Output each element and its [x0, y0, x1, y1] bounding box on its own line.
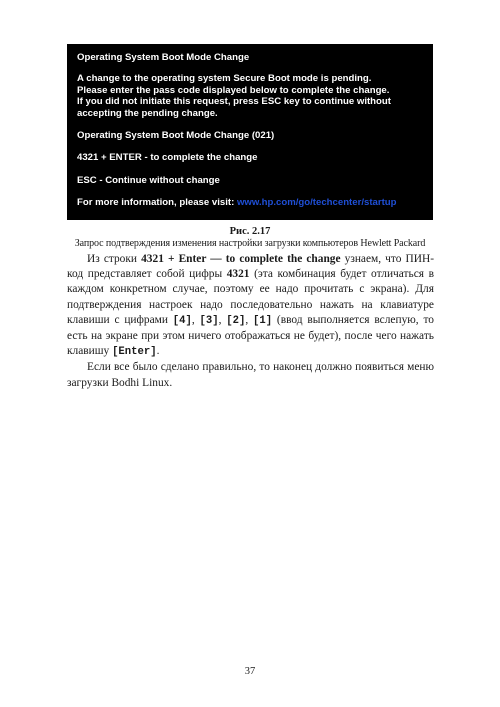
screenshot-message-line: accepting the pending change.: [77, 107, 218, 119]
paragraph-1-text: Из строки: [87, 253, 142, 265]
screenshot-title: Operating System Boot Mode Change: [77, 52, 250, 63]
separator: ,: [218, 313, 227, 326]
screenshot-message-line: If you did not initiate this request, press ESC key to continue without: [77, 96, 391, 108]
figure-number: Рис. 2.17: [229, 226, 271, 237]
screenshot-code-title: Operating System Boot Mode Change (021): [77, 130, 275, 142]
key-enter: [Enter]: [112, 346, 157, 359]
key-4: [4]: [172, 314, 192, 327]
key-2: [2]: [226, 314, 246, 327]
paragraph-1-text: узнаем, что ПИН-код представляет собой цифры: [67, 253, 434, 281]
body-text: [67, 252, 434, 391]
boot-mode-screenshot: [67, 44, 433, 220]
key-1: [1]: [253, 314, 273, 327]
screenshot-message-line: Please enter the pass code displayed below to complete the change.: [77, 84, 390, 96]
paragraph-1: [67, 252, 434, 360]
paragraph-1-text: (ввод выполняется вслепую, то есть на экране при этом ничего отображаться не будет), после чего нажать клавишу: [67, 313, 434, 358]
paragraph-1-text: .: [156, 345, 160, 358]
paragraph-1-pin: 4321: [226, 268, 250, 281]
screenshot-message-line: A change to the operating system Secure Boot mode is pending.: [77, 73, 372, 85]
figure-caption: Запрос подтверждения изменения настройки загрузки компьютеров Hewlett Packard: [74, 238, 426, 249]
screenshot-info-url: www.hp.com/go/techcenter/startup: [236, 197, 397, 209]
separator: ,: [245, 313, 254, 326]
key-3: [3]: [199, 314, 219, 327]
separator: ,: [191, 313, 200, 326]
paragraph-1-text: (эта комбинация будет отличаться в каждом конкретном случае, поэтому ее надо прочитать с экрана). Для подтверждения настроек надо последовательно нажать на клавиатуре клавиши с цифрами: [67, 268, 434, 326]
screenshot-enter-line: 4321 + ENTER - to complete the change: [77, 152, 258, 164]
paragraph-2: Если все было сделано правильно, то наконец должно появиться меню загрузки Bodhi Linux.: [67, 361, 434, 389]
screenshot-info-line: [77, 197, 423, 208]
paragraph-1-command: 4321 + Enter — to complete the change: [141, 253, 341, 265]
page-number: 37: [244, 666, 256, 677]
screenshot-info-prefix: For more information, please visit:: [77, 197, 237, 209]
screenshot-esc-line: ESC - Continue without change: [77, 174, 220, 186]
